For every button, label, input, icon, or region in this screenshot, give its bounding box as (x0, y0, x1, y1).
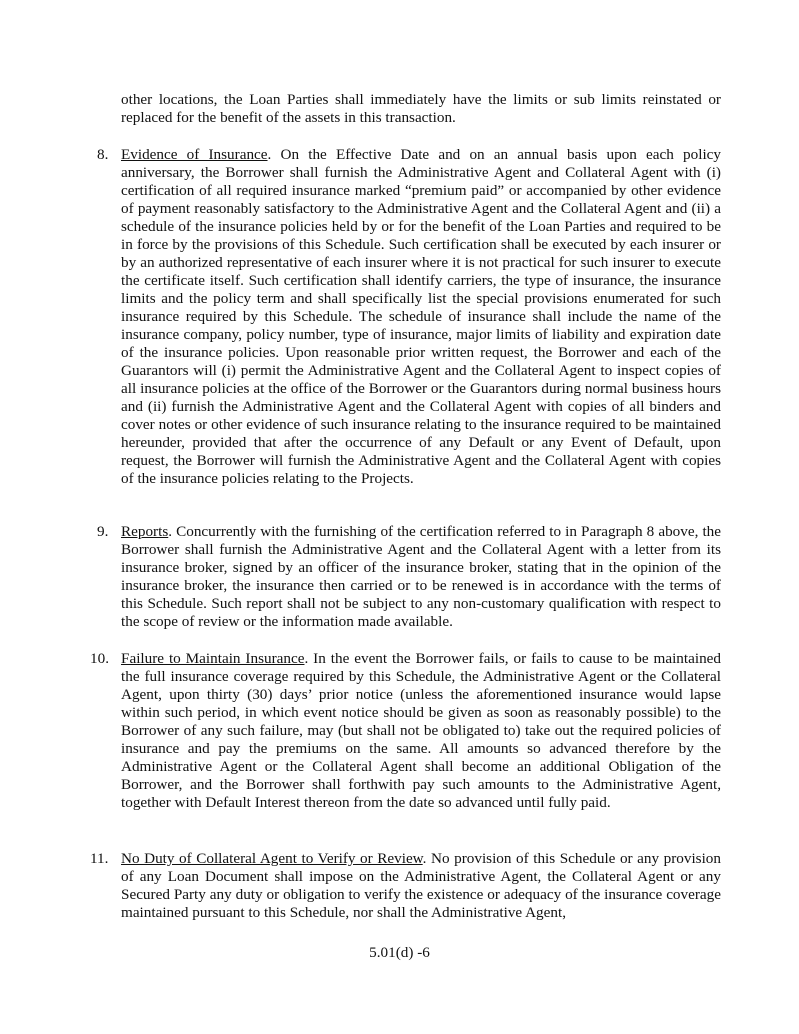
section-11-paragraph (121, 850, 721, 922)
section-8-body: . On the Effective Date and on an annual basis upon each policy anniversary, the Borrower shall furnish the Administrative Agent and Collateral Agent with (i) certification of all required insurance marked “premium paid” or accompanied by other evidence of payment reasonably satisfactory to the Administrative Agent and the Collateral Agent and (ii) a schedule of the insurance policies held by or for the benefit of the Loan Parties and required to be in force by the provisions of this Schedule. Such certification shall be executed by each insurer or by an authorized representative of each insurer where it is not practical for such insurer to execute the certificate itself. Such certification shall identify carriers, the type of insurance, the insurance limits and the policy term and shall specifically list the special provisions enumerated for such insurance required by this Schedule. The schedule of insurance shall include the name of the insurance company, policy number, type of insurance, major limits of liability and expiration date of the insurance policies. Upon reasonable prior written request, the Borrower and each of the Guarantors will (i) permit the Administrative Agent and the Collateral Agent to inspect copies of all insurance policies at the office of the Borrower or the Guarantors during normal business hours and (ii) furnish the Administrative Agent and the Collateral Agent with copies of all binders and cover notes or other evidence of such insurance relating to the insurance required to be maintained hereunder, provided that after the occurrence of any Default or any Event of Default, upon request, the Borrower will furnish the Administrative Agent and the Collateral Agent with copies of the insurance policies relating to the Projects. (121, 146, 721, 487)
section-9-body: . Concurrently with the furnishing of the certification referred to in Paragraph 8 above, the Borrower shall furnish the Administrative Agent and the Collateral Agent with a letter from its insurance broker, signed by an officer of the insurance broker, stating that in the opinion of the insurance broker, the insurance then carried or to be renewed is in accordance with the terms of this Schedule. Such report shall not be subject to any non-customary qualification with respect to the scope of review or the information made available. (121, 523, 721, 630)
section-10-paragraph (121, 650, 721, 812)
section-9-paragraph (121, 523, 721, 631)
section-11-body: . No provision of this Schedule or any provision of any Loan Document shall impose on the Administrative Agent, the Collateral Agent or any Secured Party any duty or obligation to verify the existence or adequacy of the insurance coverage maintained pursuant to this Schedule, nor shall the Administrative Agent, (121, 850, 721, 921)
section-8-number: 8. (97, 146, 109, 163)
page-number: 5.01(d) -6 (369, 944, 430, 961)
section-10-number: 10. (90, 650, 109, 667)
section-10-heading: Failure to Maintain Insurance (121, 650, 305, 667)
section-9-number: 9. (97, 523, 109, 540)
section-9-heading: Reports (121, 523, 169, 540)
intro-paragraph: other locations, the Loan Parties shall immediately have the limits or sub limits reinstated or replaced for the benefit of the assets in this transaction. (121, 91, 721, 126)
section-8-paragraph (121, 146, 721, 488)
section-11-heading: No Duty of Collateral Agent to Verify or Review (121, 850, 423, 867)
section-8-heading: Evidence of Insurance (121, 146, 268, 163)
section-11-number: 11. (90, 850, 109, 867)
section-10-body: . In the event the Borrower fails, or fails to cause to be maintained the full insurance coverage required by this Schedule, the Administrative Agent or the Collateral Agent, upon thirty (30) days’ prior notice (unless the aforementioned insurance would lapse within such period, in which event notice should be given as soon as reasonably possible) to the Borrower of any such failure, may (but shall not be obligated to) take out the required policies of insurance and pay the premiums on the same. All amounts so advanced therefore by the Administrative Agent or the Collateral Agent shall become an additional Obligation of the Borrower, and the Borrower shall forthwith pay such amounts to the Administrative Agent, together with Default Interest thereon from the date so advanced until fully paid. (121, 650, 721, 811)
